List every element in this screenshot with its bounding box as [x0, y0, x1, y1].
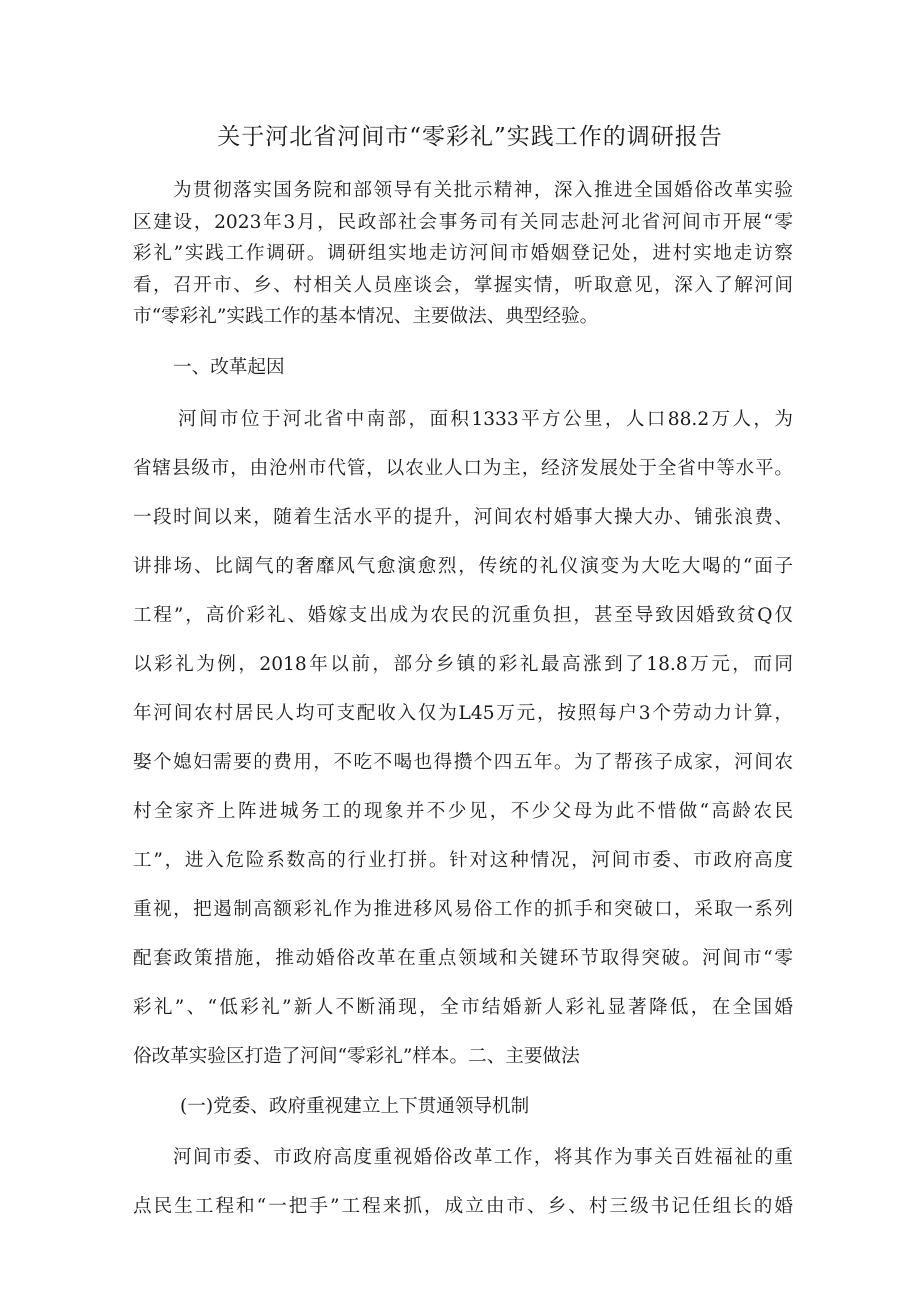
body-line: 省辖县级市，由沧州市代管，以农业人口为主，经济发展处于全省中等水平。 [133, 458, 793, 479]
subsection-heading-leadership: (一)党委、政府重视建立上下贯通领导机制 [180, 1096, 530, 1117]
body-line: 工”，进入危险系数高的行业打拼。针对这种情况，河间市委、市政府高度 [133, 850, 793, 871]
intro-line: 市“零彩礼”实践工作的基本情况、主要做法、典型经验。 [133, 306, 599, 327]
body-line: 配套政策措施，推动婚俗改革在重点领域和关键环节取得突破。河间市“零 [133, 948, 793, 969]
body-line: 讲排场、比阔气的奢靡风气愈演愈烈，传统的礼仪演变为大吃大喝的“面子 [133, 556, 793, 577]
document-title: 关于河北省河间市“零彩礼”实践工作的调研报告 [217, 124, 723, 150]
body-line: 村全家齐上阵进城务工的现象并不少见，不少父母为此不惜做“高龄农民 [133, 801, 793, 822]
body-line: 彩礼”、“低彩礼”新人不断涌现，全市结婚新人彩礼显著降低，在全国婚 [133, 997, 793, 1018]
intro-line: 为贯彻落实国务院和部领导有关批示精神，深入推进全国婚俗改革实验 [173, 180, 793, 201]
intro-line: 区建设，2023年3月，民政部社会事务司有关同志赴河北省河间市开展“零 [133, 212, 793, 233]
body-line: 一段时间以来，随着生活水平的提升，河间农村婚事大操大办、铺张浪费、 [133, 507, 793, 528]
body-line: 以彩礼为例，2018年以前，部分乡镇的彩礼最高涨到了18.8万元，而同 [133, 654, 793, 675]
body-line: 河间市委、市政府高度重视婚俗改革工作，将其作为事关百姓福祉的重 [173, 1147, 793, 1168]
intro-line: 彩礼”实践工作调研。调研组实地走访河间市婚姻登记处，进村实地走访察 [133, 243, 793, 264]
body-line: 工程”，高价彩礼、婚嫁支出成为农民的沉重负担，甚至导致因婚致贫Q仅 [133, 605, 793, 626]
body-line: 重视，把遏制高额彩礼作为推进移风易俗工作的抓手和突破口，采取一系列 [133, 899, 793, 920]
body-line: 河间市位于河北省中南部，面积1333平方公里，人口88.2万人，为 [178, 409, 793, 430]
section-heading-reform-cause: 一、改革起因 [173, 357, 285, 378]
body-line: 年河间农村居民人均可支配收入仅为L45万元，按照每户3个劳动力计算， [133, 703, 793, 724]
body-line: 点民生工程和“一把手”工程来抓，成立由市、乡、村三级书记任组长的婚 [133, 1196, 793, 1217]
body-line: 俗改革实验区打造了河间“零彩礼”样本。二、主要做法 [133, 1046, 580, 1067]
intro-line: 看，召开市、乡、村相关人员座谈会，掌握实情，听取意见，深入了解河间 [133, 275, 793, 296]
body-line: 娶个媳妇需要的费用，不吃不喝也得攒个四五年。为了帮孩子成家，河间农 [133, 752, 793, 773]
